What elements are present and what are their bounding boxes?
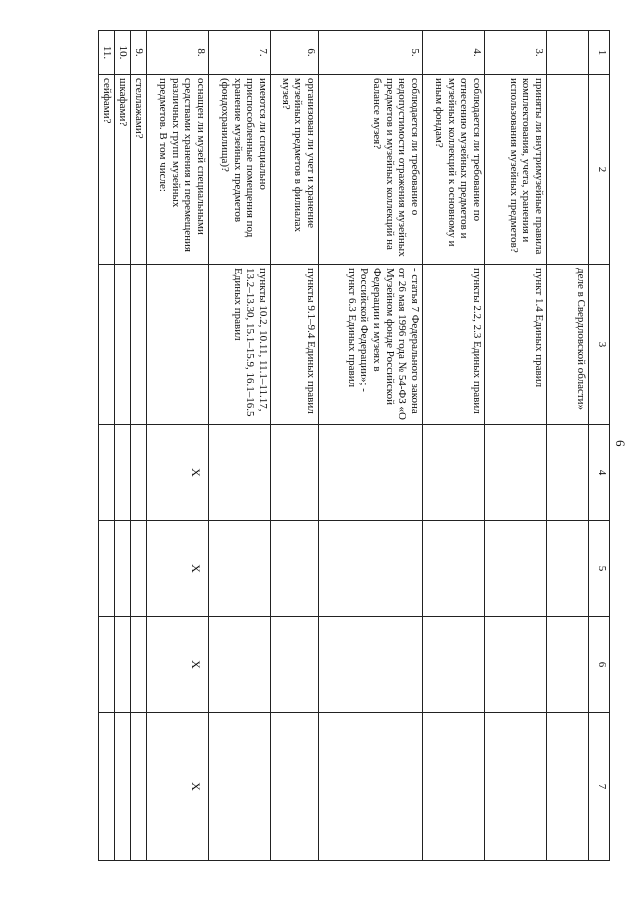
row-number: 9.	[131, 31, 147, 75]
row-col-4	[485, 425, 547, 521]
row-col-7	[547, 713, 589, 861]
row-col-5	[485, 521, 547, 617]
row-col-5	[319, 521, 423, 617]
row-col-4	[319, 425, 423, 521]
row-number: 8.	[147, 31, 209, 75]
table-row	[209, 31, 271, 861]
row-col-5	[271, 521, 319, 617]
row-col-4	[99, 425, 115, 521]
row-basis	[131, 265, 147, 425]
row-question: сейфами?	[99, 75, 115, 265]
row-number: 4.	[423, 31, 485, 75]
row-col-6	[131, 617, 147, 713]
table-row	[99, 31, 115, 861]
row-col-5: X	[147, 521, 209, 617]
row-col-7	[423, 713, 485, 861]
row-number: 10.	[115, 31, 131, 75]
header-col-2: 2	[589, 75, 610, 265]
row-col-4	[547, 425, 589, 521]
row-col-6	[99, 617, 115, 713]
table-row	[547, 31, 589, 861]
row-col-4	[115, 425, 131, 521]
row-col-4: X	[147, 425, 209, 521]
row-col-5	[99, 521, 115, 617]
row-basis: пункты 9.1–9.4 Единых правил	[271, 265, 319, 425]
row-col-7: X	[147, 713, 209, 861]
row-col-7	[319, 713, 423, 861]
row-col-5	[209, 521, 271, 617]
row-col-6	[319, 617, 423, 713]
table-row	[271, 31, 319, 861]
row-basis	[99, 265, 115, 425]
row-col-5	[115, 521, 131, 617]
header-col-7: 7	[589, 713, 610, 861]
header-col-6: 6	[589, 617, 610, 713]
table-row	[423, 31, 485, 861]
row-basis: пункт 1.4 Единых правил	[485, 265, 547, 425]
row-basis: пункты 10.2, 10.11, 11.1–11.17, 13.2–13.30, 15.1–15.9, 16.1–16.5 Единых правил	[209, 265, 271, 425]
row-number: 6.	[271, 31, 319, 75]
table-row	[485, 31, 547, 861]
inspection-table-sheet	[90, 30, 610, 860]
row-question: стеллажами?	[131, 75, 147, 265]
header-col-3: 3	[589, 265, 610, 425]
header-col-5: 5	[589, 521, 610, 617]
row-col-6	[485, 617, 547, 713]
row-col-7	[485, 713, 547, 861]
row-col-7	[131, 713, 147, 861]
row-col-4	[209, 425, 271, 521]
row-col-6: X	[147, 617, 209, 713]
header-col-1: 1	[589, 31, 610, 75]
row-col-5	[547, 521, 589, 617]
row-col-6	[271, 617, 319, 713]
row-question	[547, 75, 589, 265]
row-col-6	[547, 617, 589, 713]
row-col-4	[423, 425, 485, 521]
row-col-6	[115, 617, 131, 713]
row-basis: пункты 2.2, 2.3 Единых правил	[423, 265, 485, 425]
row-basis	[147, 265, 209, 425]
row-col-7	[209, 713, 271, 861]
header-col-4: 4	[589, 425, 610, 521]
row-col-7	[115, 713, 131, 861]
row-col-7	[99, 713, 115, 861]
header-row	[589, 31, 610, 861]
row-question: оснащен ли музей специальными средствами хранения и перемещения различных групп музейных предметов. В том числе:	[147, 75, 209, 265]
row-question: соблюдается ли требование о недопустимости отражения музейных предметов и музейных коллекций на балансе музея?	[319, 75, 423, 265]
row-col-6	[209, 617, 271, 713]
row-col-4	[271, 425, 319, 521]
row-number: 11.	[99, 31, 115, 75]
row-col-6	[423, 617, 485, 713]
row-question: приняты ли внутримузейные правила комплектования, учета, хранения и использования музейных предметов?	[485, 75, 547, 265]
row-col-7	[271, 713, 319, 861]
row-question: шкафами?	[115, 75, 131, 265]
row-basis	[115, 265, 131, 425]
table-row	[131, 31, 147, 861]
row-question: организован ли учет и хранение музейных предметов в филиалах музея?	[271, 75, 319, 265]
row-number: 3.	[485, 31, 547, 75]
row-col-5	[423, 521, 485, 617]
table-row	[319, 31, 423, 861]
row-number: 7.	[209, 31, 271, 75]
row-number	[547, 31, 589, 75]
row-number: 5.	[319, 31, 423, 75]
inspection-table	[98, 30, 610, 861]
table-row	[115, 31, 131, 861]
row-basis: деле в Свердловской области»	[547, 265, 589, 425]
page-number: 6	[613, 440, 628, 447]
row-col-5	[131, 521, 147, 617]
row-question: имеются ли специально приспособленные помещения под хранение музейных предметов (фондохранилища)?	[209, 75, 271, 265]
row-col-4	[131, 425, 147, 521]
table-row	[147, 31, 209, 861]
row-question: соблюдается ли требование по отнесению музейных предметов и музейных коллекций к основному и иным фондам?	[423, 75, 485, 265]
row-basis: - статья 7 Федерального закона от 26 мая 1996 года № 54-ФЗ «О Музейном фонде Российской Федерации и музеях в Российской Федерации»; - пункт 6.3 Единых правил	[319, 265, 423, 425]
